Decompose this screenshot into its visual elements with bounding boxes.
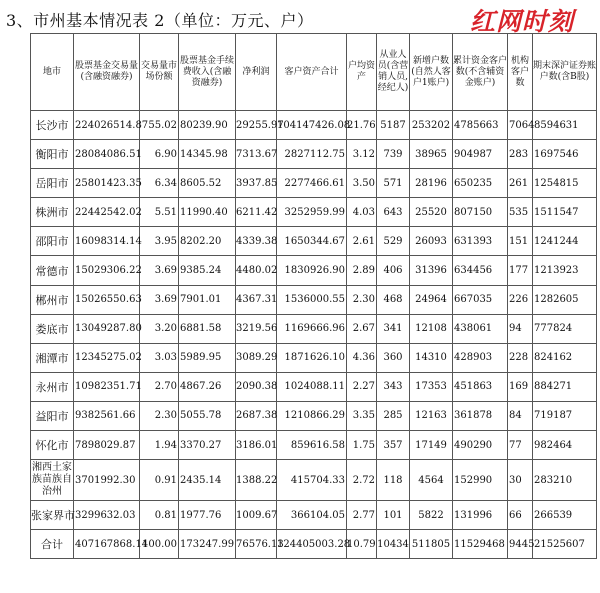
value-cell: 6.34: [140, 169, 179, 198]
value-cell: 2277466.61: [277, 169, 347, 198]
value-cell: 25520: [410, 198, 453, 227]
value-cell: 22442542.02: [74, 198, 140, 227]
header-cell: 客户资产合计: [277, 34, 347, 111]
value-cell: 17149: [410, 431, 453, 460]
value-cell: 12345275.02: [74, 343, 140, 372]
value-cell: 468: [377, 285, 410, 314]
value-cell: 511805: [410, 530, 453, 559]
value-cell: 1213923: [533, 256, 597, 285]
city-cell: 湘潭市: [31, 343, 74, 372]
value-cell: 3299632.03: [74, 501, 140, 530]
value-cell: 4367.31: [236, 285, 277, 314]
value-cell: 17353: [410, 372, 453, 401]
value-cell: 55.02: [140, 111, 179, 140]
value-cell: 80239.90: [179, 111, 236, 140]
table-row: [31, 256, 597, 285]
value-cell: 904987: [453, 140, 508, 169]
value-cell: 285: [377, 401, 410, 430]
value-cell: 4564: [410, 460, 453, 501]
header-cell: 户均资产: [347, 34, 377, 111]
table-row: [31, 198, 597, 227]
city-cell: 怀化市: [31, 431, 74, 460]
value-cell: 28084086.51: [74, 140, 140, 169]
value-cell: 0.91: [140, 460, 179, 501]
value-cell: 1009.67: [236, 501, 277, 530]
value-cell: 3.50: [347, 169, 377, 198]
city-cell: 益阳市: [31, 401, 74, 430]
value-cell: 6.90: [140, 140, 179, 169]
city-cell: 常德市: [31, 256, 74, 285]
city-cell: 株洲市: [31, 198, 74, 227]
table-row: [31, 140, 597, 169]
value-cell: 3701992.30: [74, 460, 140, 501]
value-cell: 21.76: [347, 111, 377, 140]
table-row: [31, 343, 597, 372]
value-cell: 739: [377, 140, 410, 169]
value-cell: 9382561.66: [74, 401, 140, 430]
value-cell: 643: [377, 198, 410, 227]
value-cell: 1.75: [347, 431, 377, 460]
watermark-logo: 红网时刻: [470, 7, 575, 36]
header-cell: 新增户数(自然人客户1账户): [410, 34, 453, 111]
city-cell: 湘西土家族苗族自治州: [31, 460, 74, 501]
header-cell: 地市: [31, 34, 74, 111]
value-cell: 5822: [410, 501, 453, 530]
value-cell: 1169666.96: [277, 314, 347, 343]
value-cell: 3.95: [140, 227, 179, 256]
value-cell: 152990: [453, 460, 508, 501]
value-cell: 438061: [453, 314, 508, 343]
value-cell: 228: [508, 343, 533, 372]
value-cell: 2.27: [347, 372, 377, 401]
table-title: 3、市州基本情况表 2（单位：万元、户）: [6, 11, 314, 30]
value-cell: 6881.58: [179, 314, 236, 343]
value-cell: 4480.02: [236, 256, 277, 285]
table-row: [31, 169, 597, 198]
value-cell: 13049287.80: [74, 314, 140, 343]
value-cell: 634456: [453, 256, 508, 285]
value-cell: 2.30: [140, 401, 179, 430]
city-cell: 长沙市: [31, 111, 74, 140]
value-cell: 261: [508, 169, 533, 198]
value-cell: 169: [508, 372, 533, 401]
value-cell: 118: [377, 460, 410, 501]
value-cell: 5.51: [140, 198, 179, 227]
value-cell: 21525607: [533, 530, 597, 559]
value-cell: 100.00: [140, 530, 179, 559]
value-cell: 571: [377, 169, 410, 198]
value-cell: 77: [508, 431, 533, 460]
value-cell: 24964: [410, 285, 453, 314]
value-cell: 12163: [410, 401, 453, 430]
value-cell: 407167868.14: [74, 530, 140, 559]
value-cell: 25801423.35: [74, 169, 140, 198]
value-cell: 3.20: [140, 314, 179, 343]
value-cell: 173247.99: [179, 530, 236, 559]
city-cell: 合计: [31, 530, 74, 559]
value-cell: 2.72: [347, 460, 377, 501]
value-cell: 650235: [453, 169, 508, 198]
value-cell: 76576.13: [236, 530, 277, 559]
value-cell: 3186.01: [236, 431, 277, 460]
value-cell: 1024088.11: [277, 372, 347, 401]
value-cell: 16098314.14: [74, 227, 140, 256]
value-cell: 3.69: [140, 256, 179, 285]
value-cell: 15029306.22: [74, 256, 140, 285]
value-cell: 3370.27: [179, 431, 236, 460]
city-stats-table: [30, 33, 597, 559]
city-cell: 郴州市: [31, 285, 74, 314]
value-cell: 1210866.29: [277, 401, 347, 430]
value-cell: 2090.38: [236, 372, 277, 401]
value-cell: 9385.24: [179, 256, 236, 285]
value-cell: 1254815: [533, 169, 597, 198]
value-cell: 101: [377, 501, 410, 530]
table-row: [31, 501, 597, 530]
value-cell: 66: [508, 501, 533, 530]
value-cell: 1650344.67: [277, 227, 347, 256]
value-cell: 1536000.55: [277, 285, 347, 314]
value-cell: 104147426.08: [277, 111, 347, 140]
value-cell: 8594631: [533, 111, 597, 140]
value-cell: 4.36: [347, 343, 377, 372]
table-row: [31, 314, 597, 343]
value-cell: 1871626.10: [277, 343, 347, 372]
value-cell: 341: [377, 314, 410, 343]
value-cell: 366104.05: [277, 501, 347, 530]
value-cell: 529: [377, 227, 410, 256]
city-cell: 岳阳市: [31, 169, 74, 198]
value-cell: 3937.85: [236, 169, 277, 198]
value-cell: 283: [508, 140, 533, 169]
table-row: [31, 372, 597, 401]
value-cell: 1.94: [140, 431, 179, 460]
value-cell: 5187: [377, 111, 410, 140]
value-cell: 2.77: [347, 501, 377, 530]
value-cell: 226: [508, 285, 533, 314]
value-cell: 7898029.87: [74, 431, 140, 460]
header-cell: 机构客户数: [508, 34, 533, 111]
city-cell: 邵阳市: [31, 227, 74, 256]
value-cell: 14310: [410, 343, 453, 372]
value-cell: 7901.01: [179, 285, 236, 314]
value-cell: 807150: [453, 198, 508, 227]
value-cell: 3.12: [347, 140, 377, 169]
value-cell: 3.35: [347, 401, 377, 430]
table-row: [31, 285, 597, 314]
header-cell: 累计资金客户数(不含辅资金账户): [453, 34, 508, 111]
value-cell: 224026514.87: [74, 111, 140, 140]
header-cell: 期末深沪证券账户数(含B股): [533, 34, 597, 111]
value-cell: 3.03: [140, 343, 179, 372]
header-cell: 股票基金手续费收入(含融资融券): [179, 34, 236, 111]
value-cell: 667035: [453, 285, 508, 314]
value-cell: 10434: [377, 530, 410, 559]
value-cell: 0.81: [140, 501, 179, 530]
value-cell: 2435.14: [179, 460, 236, 501]
value-cell: 824162: [533, 343, 597, 372]
value-cell: 3.69: [140, 285, 179, 314]
value-cell: 38965: [410, 140, 453, 169]
value-cell: 177: [508, 256, 533, 285]
value-cell: 253202: [410, 111, 453, 140]
value-cell: 2.89: [347, 256, 377, 285]
value-cell: 4339.38: [236, 227, 277, 256]
city-cell: 永州市: [31, 372, 74, 401]
city-cell: 娄底市: [31, 314, 74, 343]
value-cell: 7313.67: [236, 140, 277, 169]
total-row: [31, 530, 597, 559]
value-cell: 884271: [533, 372, 597, 401]
value-cell: 2.67: [347, 314, 377, 343]
value-cell: 11529468: [453, 530, 508, 559]
value-cell: 266539: [533, 501, 597, 530]
value-cell: 4867.26: [179, 372, 236, 401]
header-cell: 股票基金交易量(含融资融券): [74, 34, 140, 111]
value-cell: 361878: [453, 401, 508, 430]
value-cell: 2.30: [347, 285, 377, 314]
value-cell: 151: [508, 227, 533, 256]
value-cell: 6211.42: [236, 198, 277, 227]
value-cell: 1977.76: [179, 501, 236, 530]
value-cell: 124405003.28: [277, 530, 347, 559]
table-row: [31, 401, 597, 430]
value-cell: 94: [508, 314, 533, 343]
value-cell: 1511547: [533, 198, 597, 227]
value-cell: 777824: [533, 314, 597, 343]
value-cell: 2.61: [347, 227, 377, 256]
value-cell: 3089.29: [236, 343, 277, 372]
value-cell: 451863: [453, 372, 508, 401]
value-cell: 26093: [410, 227, 453, 256]
value-cell: 14345.98: [179, 140, 236, 169]
value-cell: 535: [508, 198, 533, 227]
value-cell: 131996: [453, 501, 508, 530]
table-row: [31, 227, 597, 256]
table-row: [31, 460, 597, 501]
value-cell: 10982351.71: [74, 372, 140, 401]
value-cell: 1697546: [533, 140, 597, 169]
value-cell: 360: [377, 343, 410, 372]
value-cell: 11990.40: [179, 198, 236, 227]
value-cell: 12108: [410, 314, 453, 343]
value-cell: 406: [377, 256, 410, 285]
value-cell: 490290: [453, 431, 508, 460]
value-cell: 2827112.75: [277, 140, 347, 169]
city-cell: 衡阳市: [31, 140, 74, 169]
header-row: [31, 34, 597, 111]
value-cell: 5989.95: [179, 343, 236, 372]
table-row: [31, 111, 597, 140]
value-cell: 28196: [410, 169, 453, 198]
value-cell: 283210: [533, 460, 597, 501]
value-cell: 719187: [533, 401, 597, 430]
value-cell: 1830926.90: [277, 256, 347, 285]
value-cell: 8202.20: [179, 227, 236, 256]
value-cell: 15026550.63: [74, 285, 140, 314]
value-cell: 1282605: [533, 285, 597, 314]
header-cell: 交易量市场份额: [140, 34, 179, 111]
value-cell: 415704.33: [277, 460, 347, 501]
value-cell: 3252959.99: [277, 198, 347, 227]
value-cell: 2.70: [140, 372, 179, 401]
value-cell: 84: [508, 401, 533, 430]
value-cell: 3219.56: [236, 314, 277, 343]
header-cell: 净利润: [236, 34, 277, 111]
value-cell: 7064: [508, 111, 533, 140]
value-cell: 982464: [533, 431, 597, 460]
value-cell: 30: [508, 460, 533, 501]
value-cell: 631393: [453, 227, 508, 256]
value-cell: 357: [377, 431, 410, 460]
value-cell: 5055.78: [179, 401, 236, 430]
value-cell: 10.79: [347, 530, 377, 559]
value-cell: 31396: [410, 256, 453, 285]
value-cell: 428903: [453, 343, 508, 372]
header-cell: 从业人员(含营销人员,经纪人): [377, 34, 410, 111]
value-cell: 1388.22: [236, 460, 277, 501]
value-cell: 859616.58: [277, 431, 347, 460]
value-cell: 29255.97: [236, 111, 277, 140]
value-cell: 2687.38: [236, 401, 277, 430]
value-cell: 1241244: [533, 227, 597, 256]
city-cell: 张家界市: [31, 501, 74, 530]
value-cell: 4785663: [453, 111, 508, 140]
table-row: [31, 431, 597, 460]
value-cell: 9445: [508, 530, 533, 559]
value-cell: 343: [377, 372, 410, 401]
value-cell: 8605.52: [179, 169, 236, 198]
value-cell: 4.03: [347, 198, 377, 227]
